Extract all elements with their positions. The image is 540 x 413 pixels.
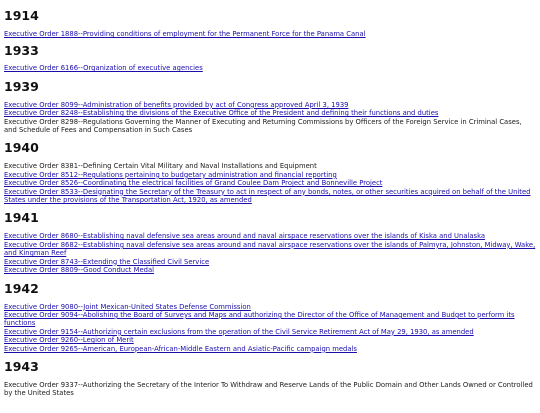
order-link[interactable]: Executive Order 8682--Establishing naval defensive sea areas around and naval airspace reservations over the islands of Palmyra, Johnston, Midway, Wake, and Kingman Reef bbox=[4, 240, 536, 258]
order-link[interactable]: Executive Order 8809--Good Conduct Medal bbox=[4, 266, 155, 275]
list-item bbox=[4, 311, 536, 328]
list-item bbox=[4, 118, 536, 135]
order-link[interactable]: Executive Order 9265--American, European-African-Middle Eastern and Asiatic-Pacific campaign medals bbox=[4, 344, 357, 353]
order-link[interactable]: Executive Order 9080--Joint Mexican-United States Defense Commission bbox=[4, 302, 251, 311]
year-section-1939 bbox=[4, 79, 536, 135]
order-link[interactable]: Executive Order 8512--Regulations pertaining to budgetary administration and financial reporting bbox=[4, 170, 337, 179]
year-heading: 1939 bbox=[4, 78, 39, 94]
order-list bbox=[4, 162, 536, 204]
order-link[interactable]: Executive Order 8099--Administration of benefits provided by act of Congress approved April 3, 1939 bbox=[4, 100, 349, 109]
list-item bbox=[4, 30, 536, 38]
year-section-1942 bbox=[4, 281, 536, 353]
year-section-1933 bbox=[4, 43, 536, 72]
order-link[interactable]: Executive Order 8533--Designating the Secretary of the Treasury to act in respect of any bonds, notes, or other securities acquired on behalf of the United States under the provisions of the Transportation Act, 1920, as amended bbox=[4, 187, 531, 205]
year-section-1941 bbox=[4, 210, 536, 274]
year-heading: 1940 bbox=[4, 140, 39, 156]
year-heading: 1914 bbox=[4, 8, 39, 23]
list-item bbox=[4, 232, 536, 240]
order-link[interactable]: Executive Order 8248--Establishing the divisions of the Executive Office of the President and defining their functions and duties bbox=[4, 109, 439, 118]
order-link[interactable]: Executive Order 1888--Providing conditions of employment for the Permanent Force for the Panama Canal bbox=[4, 30, 366, 38]
order-link[interactable]: Executive Order 9154--Authorizing certain exclusions from the operation of the Civil Service Retirement Act of May 29, 1930, as amended bbox=[4, 327, 474, 336]
order-text: Executive Order 8298--Regulations Governing the Manner of Executing and Returning Commissions by Officers of the Foreign Service in Criminal Cases, and Schedule of Fees and Compensation in Such Cases bbox=[4, 117, 522, 135]
order-link[interactable]: Executive Order 8680--Establishing naval defensive sea areas around and naval airspace reservations over the islands of Kiska and Unalaska bbox=[4, 232, 486, 241]
list-item bbox=[4, 336, 536, 344]
list-item bbox=[4, 345, 536, 353]
year-section-1943 bbox=[4, 359, 536, 398]
year-section-1940 bbox=[4, 140, 536, 204]
order-link[interactable]: Executive Order 8743--Extending the Classified Civil Service bbox=[4, 257, 210, 266]
year-heading: 1933 bbox=[4, 43, 39, 59]
executive-orders-page bbox=[0, 8, 540, 398]
order-link[interactable]: Executive Order 9094--Abolishing the Board of Surveys and Maps and authorizing the Director of the Office of Management and Budget to perform its functions bbox=[4, 310, 515, 328]
order-list bbox=[4, 381, 536, 398]
order-text: Executive Order 9337--Authorizing the Secretary of the Interior To Withdraw and Reserve Lands of the Public Domain and Other Lands Owned or Controlled by the United States bbox=[4, 380, 533, 398]
order-list bbox=[4, 232, 536, 274]
order-text: Executive Order 8381--Defining Certain Vital Military and Naval Installations and Equipment bbox=[4, 162, 317, 171]
order-link[interactable]: Executive Order 6166--Organization of executive agencies bbox=[4, 64, 203, 73]
list-item bbox=[4, 266, 536, 274]
order-link[interactable]: Executive Order 8526--Coordinating the electrical facilities of Grand Coulee Dam Project and Bonneville Project bbox=[4, 179, 383, 188]
list-item bbox=[4, 328, 536, 336]
year-heading: 1942 bbox=[4, 280, 39, 296]
order-link[interactable]: Executive Order 9260--Legion of Merit bbox=[4, 336, 134, 345]
list-item bbox=[4, 171, 536, 179]
list-item bbox=[4, 109, 536, 117]
list-item bbox=[4, 162, 536, 170]
list-item bbox=[4, 381, 536, 398]
order-list bbox=[4, 30, 536, 38]
year-heading: 1941 bbox=[4, 210, 39, 226]
list-item bbox=[4, 179, 536, 187]
list-item bbox=[4, 64, 536, 72]
order-list bbox=[4, 64, 536, 72]
year-heading: 1943 bbox=[4, 358, 39, 374]
list-item bbox=[4, 101, 536, 109]
order-list bbox=[4, 303, 536, 353]
order-list bbox=[4, 101, 536, 135]
year-section-1914 bbox=[4, 8, 536, 38]
list-item bbox=[4, 188, 536, 205]
list-item bbox=[4, 258, 536, 266]
list-item bbox=[4, 303, 536, 311]
list-item bbox=[4, 241, 536, 258]
